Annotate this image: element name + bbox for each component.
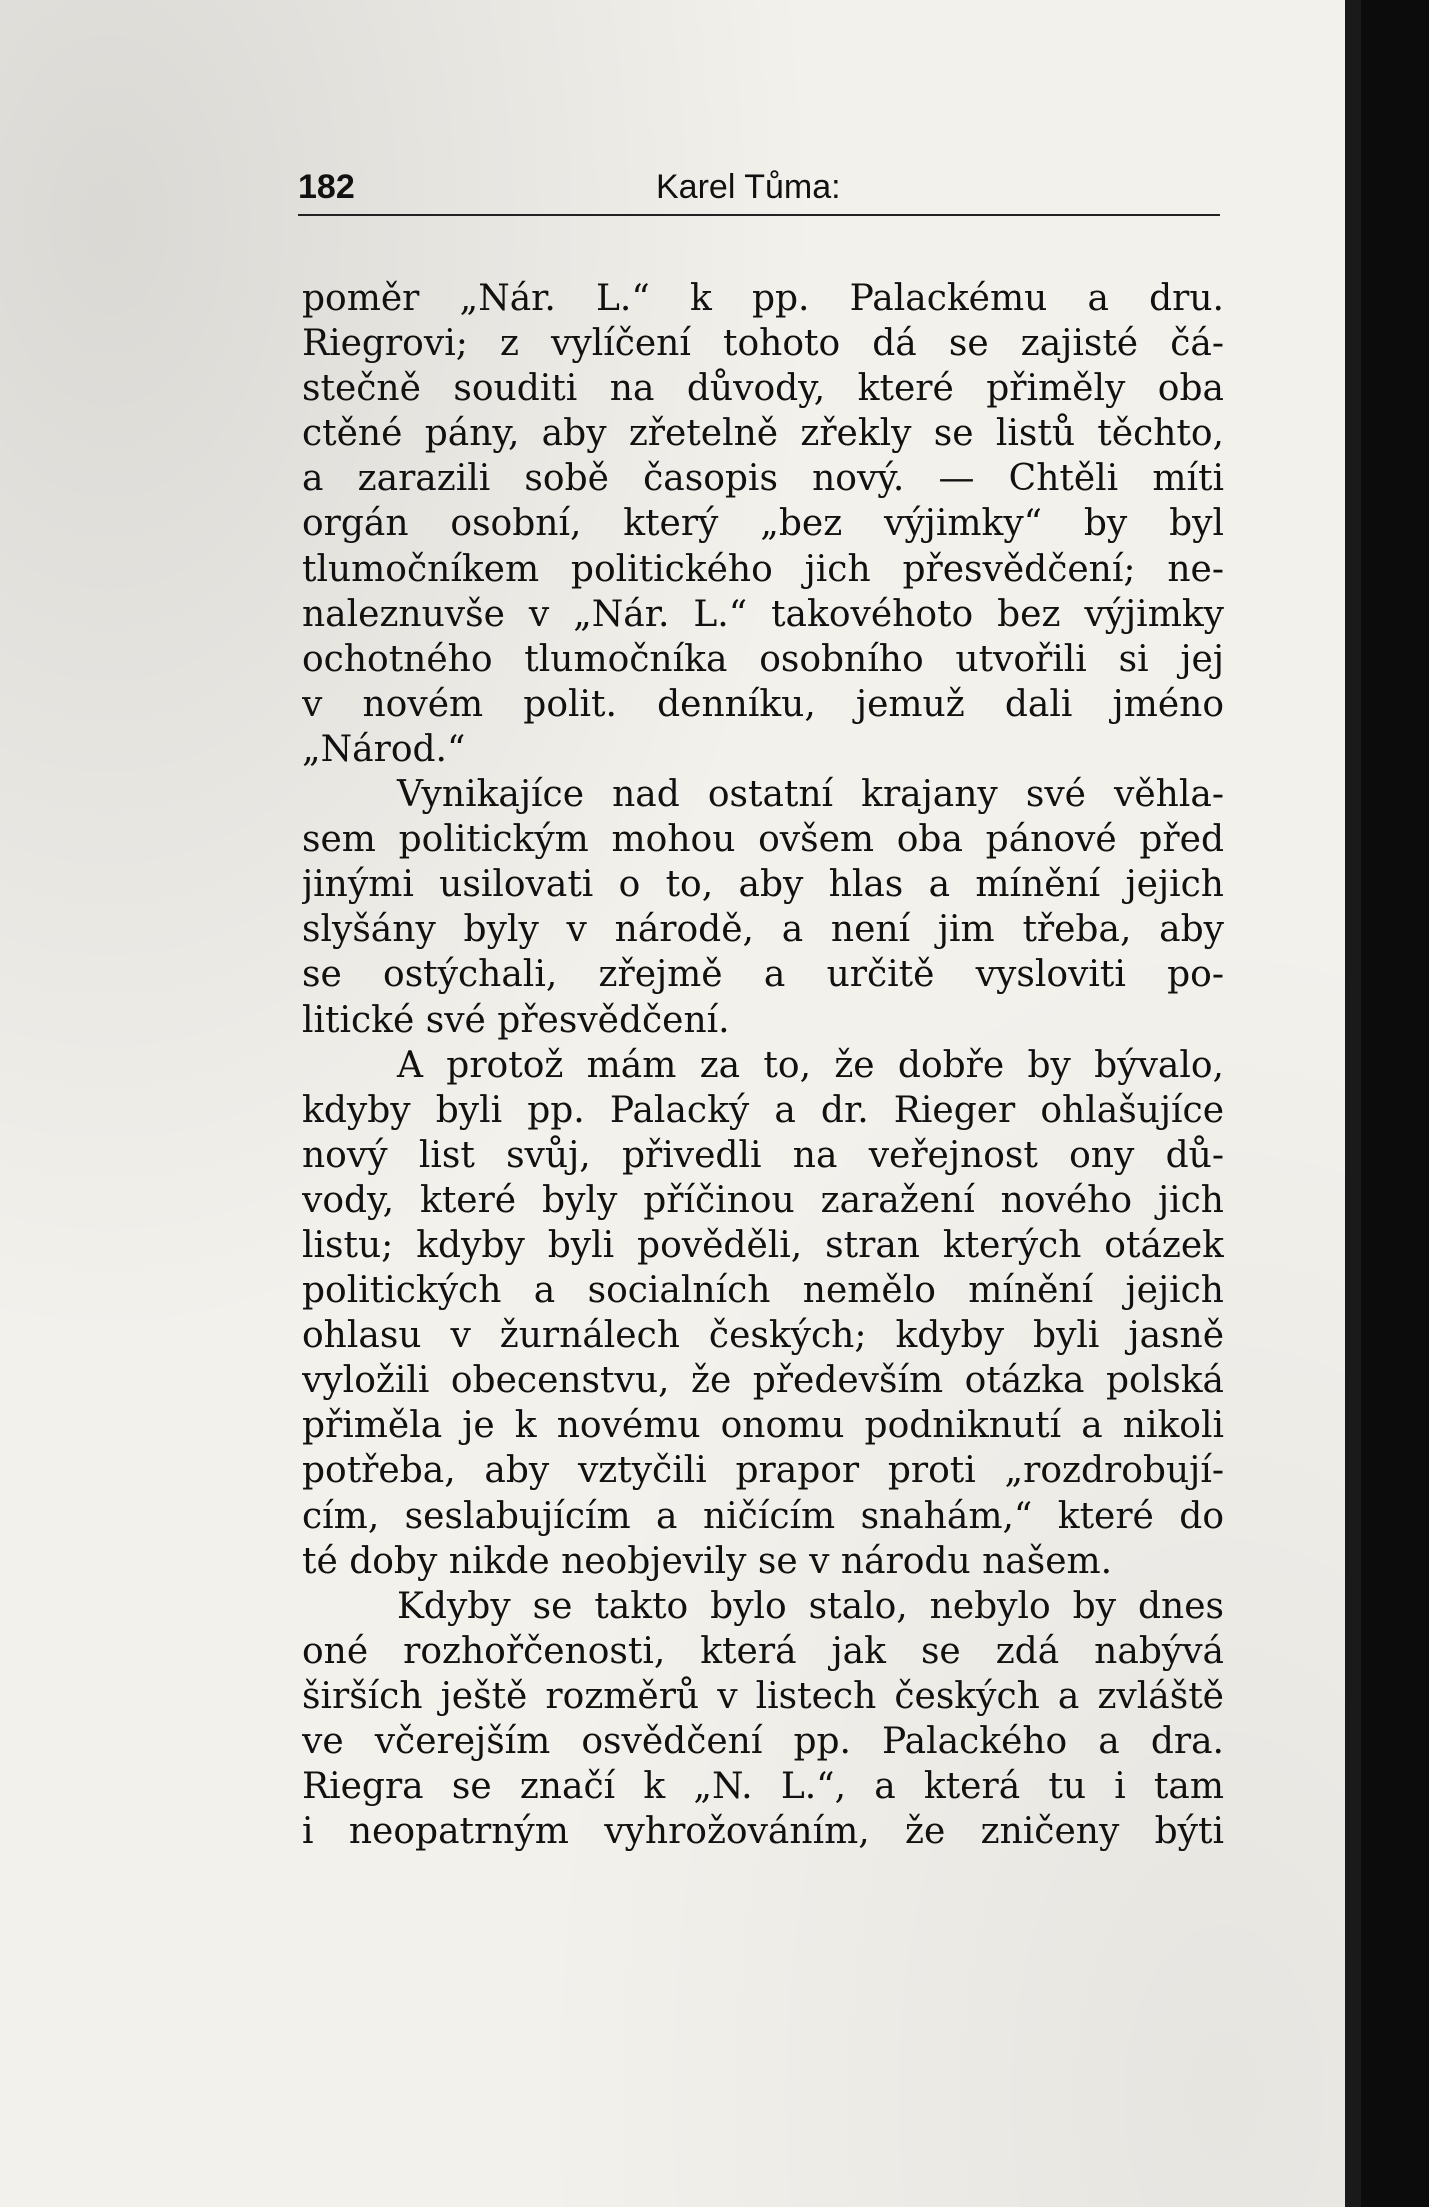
text-line: ohlasu v žurnálech českých; kdyby byli jasně xyxy=(302,1315,1224,1357)
page-edge-shadow xyxy=(1345,0,1361,2207)
text-line: slyšány byly v národě, a není jim třeba, aby xyxy=(302,909,1224,951)
text-line: Vynikajíce nad ostatní krajany své věhla- xyxy=(397,774,1224,816)
text-line: potřeba, aby vztyčili prapor proti „rozdrobují- xyxy=(302,1450,1224,1492)
text-line: vyložili obecenstvu, že především otázka polská xyxy=(302,1360,1224,1402)
text-line: přiměla je k novému onomu podniknutí a nikoli xyxy=(302,1405,1224,1447)
text-line: litické své přesvědčení. xyxy=(302,999,730,1041)
text-line: poměr „Nár. L.“ k pp. Palackému a dru. xyxy=(302,278,1224,319)
text-line: jinými usilovati o to, aby hlas a mínění jejich xyxy=(302,864,1224,906)
text-line: ve včerejším osvědčení pp. Palackého a dra. xyxy=(302,1721,1224,1762)
body-text xyxy=(302,276,1224,1854)
page-number: 182 xyxy=(298,168,355,206)
text-line: v novém polit. denníku, jemuž dali jméno xyxy=(302,683,1224,725)
page-header xyxy=(298,168,1220,218)
text-line: se ostýchali, zřejmě a určitě vysloviti po- xyxy=(302,954,1224,996)
text-line: politických a socialních nemělo mínění jejich xyxy=(302,1270,1224,1312)
text-line: Riegrovi; z vylíčení tohoto dá se zajisté čá- xyxy=(302,323,1224,365)
text-line: a zarazili sobě časopis nový. — Chtěli míti xyxy=(302,458,1224,500)
text-line: naleznuvše v „Nár. L.“ takovéhoto bez výjimky xyxy=(302,593,1224,635)
text-line: stečně souditi na důvody, které přiměly oba xyxy=(302,368,1224,410)
text-line: oné rozhořčenosti, která jak se zdá nabývá xyxy=(302,1630,1224,1672)
text-line: listu; kdyby byli pověděli, stran kterých otázek xyxy=(302,1224,1224,1266)
header-rule xyxy=(298,214,1220,216)
text-line: cím, seslabujícím a ničícím snahám,“ které do xyxy=(302,1495,1224,1537)
text-line: Kdyby se takto bylo stalo, nebylo by dnes xyxy=(397,1585,1224,1627)
text-line: i neopatrným vyhrožováním, že zničeny býti xyxy=(302,1811,1224,1853)
text-line: A protož mám za to, že dobře by bývalo, xyxy=(397,1044,1224,1086)
text-line: kdyby byli pp. Palacký a dr. Rieger ohlašujíce xyxy=(302,1089,1224,1131)
text-line: širších ještě rozměrů v listech českých a zvláště xyxy=(302,1675,1224,1717)
text-line: orgán osobní, který „bez výjimky“ by byl xyxy=(302,503,1224,545)
text-line: nový list svůj, přivedli na veřejnost ony dů- xyxy=(302,1134,1224,1176)
text-line: ochotného tlumočníka osobního utvořili si jej xyxy=(302,638,1224,680)
text-line: vody, které byly příčinou zaražení nového jich xyxy=(302,1179,1224,1221)
text-line: té doby nikde neobjevily se v národu našem. xyxy=(302,1540,1113,1582)
text-line: ctěné pány, aby zřetelně zřekly se listů těchto, xyxy=(302,413,1224,455)
text-line: „Národ.“ xyxy=(302,728,466,770)
text-line: sem politickým mohou ovšem oba pánové před xyxy=(302,819,1224,861)
text-line: tlumočníkem politického jich přesvědčení; ne- xyxy=(302,548,1224,590)
running-head: Karel Tůma: xyxy=(656,168,841,206)
text-line: Riegra se značí k „N. L.“, a která tu i tam xyxy=(302,1766,1224,1808)
